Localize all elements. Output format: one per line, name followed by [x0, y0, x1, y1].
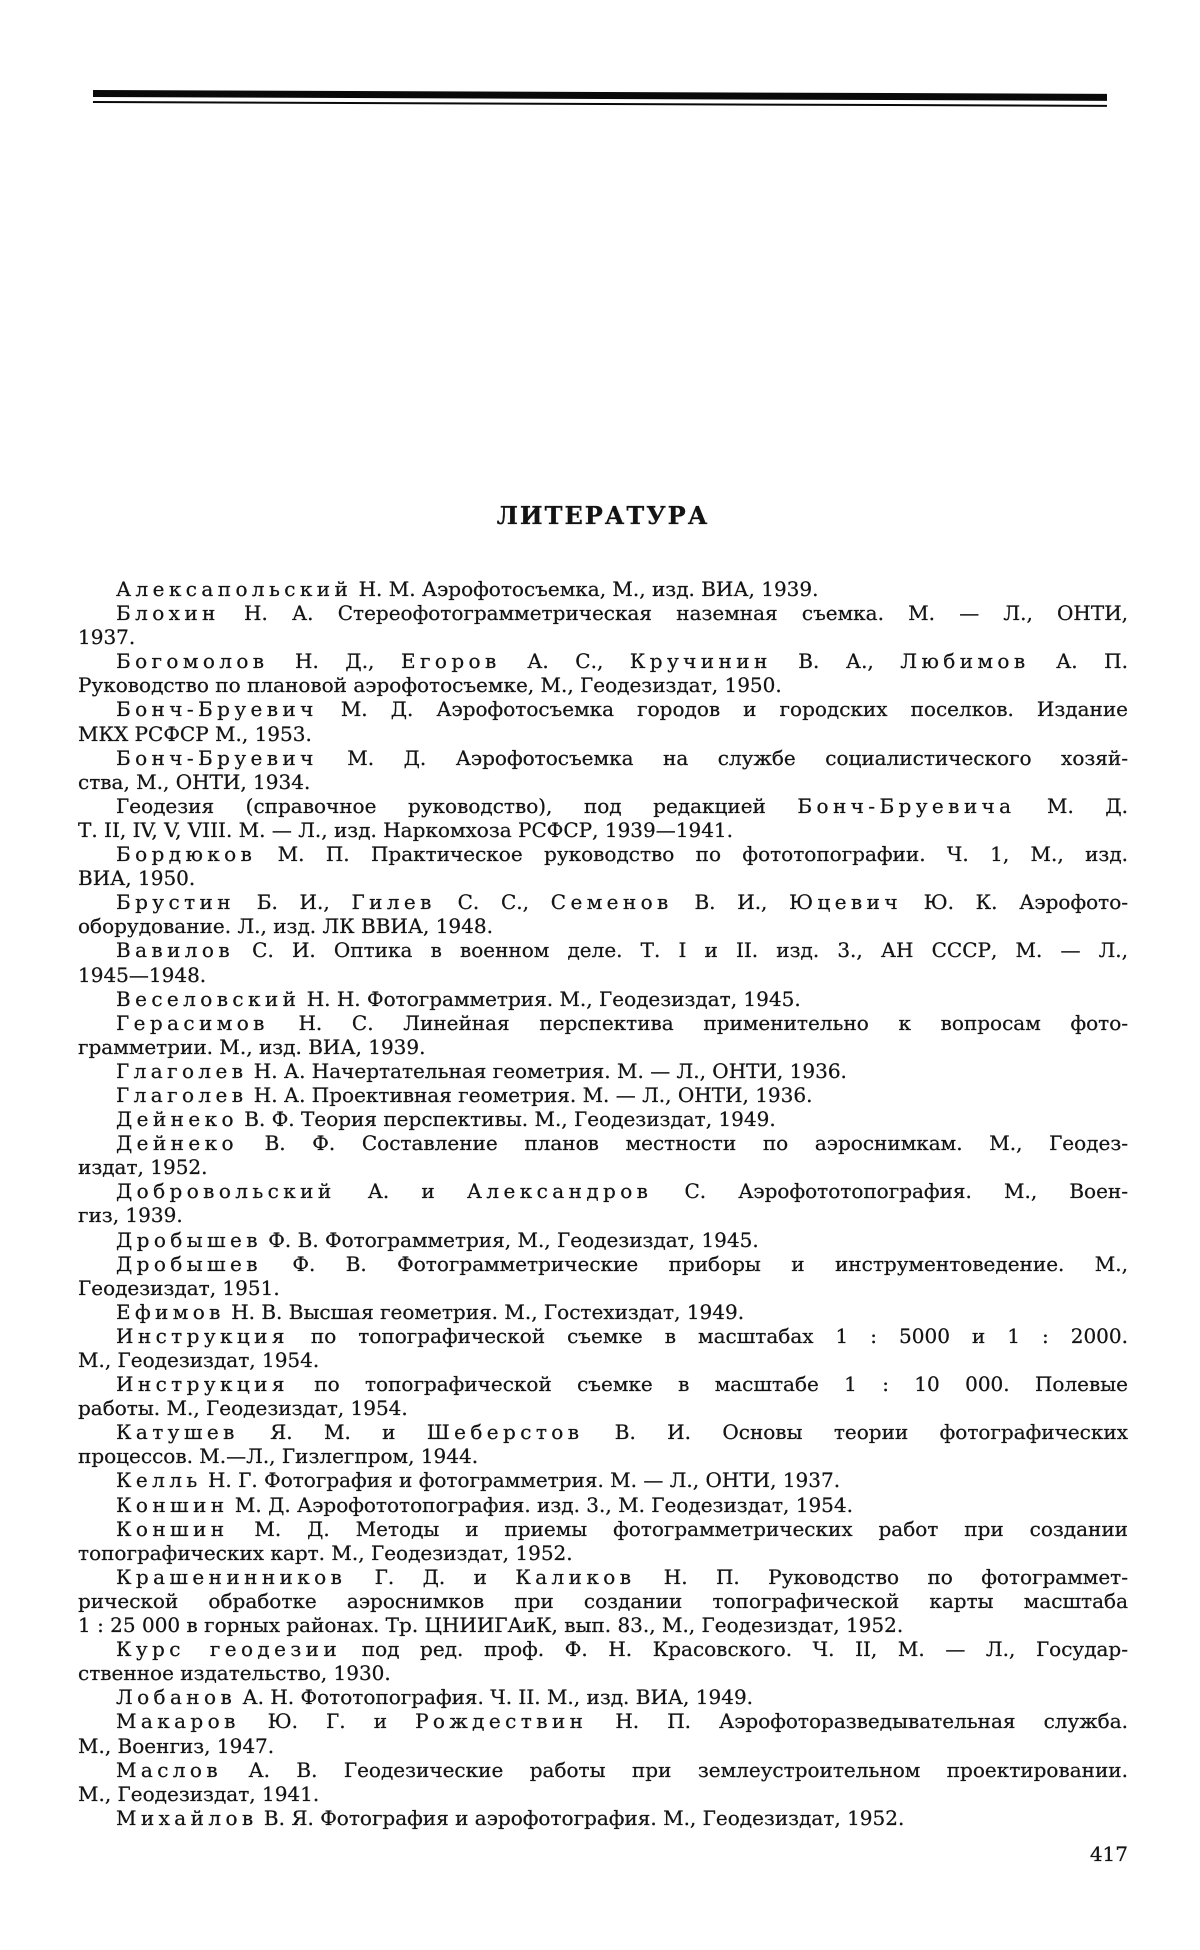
bibliography-line	[78, 866, 1128, 890]
bibliography-line	[78, 649, 1128, 673]
bibliography-entry	[78, 1468, 1128, 1492]
bibliography-entry	[78, 577, 1128, 601]
bibliography-line	[78, 1324, 1128, 1348]
author-name-spaced: Михайлов	[116, 1805, 258, 1830]
entry-text: С. С.,	[435, 890, 551, 915]
page-number: 417	[1089, 1842, 1128, 1866]
author-name-spaced: Глаголев	[116, 1082, 248, 1107]
entry-text: Ф. В. Фотограмметрия, М., Геодезиздат, 1945.	[261, 1227, 759, 1252]
entry-text: Н. Г. Фотография и фотограмметрия. М. — Л., ОНТИ, 1937.	[201, 1468, 841, 1493]
entry-text: В. Ф. Составление планов местности по аэроснимкам. М., Геодез-	[237, 1131, 1128, 1156]
bibliography-entry	[78, 794, 1128, 842]
bibliography-entry	[78, 1107, 1128, 1131]
bibliography-line	[78, 1661, 1128, 1685]
entry-text: Н. С. Линейная перспектива применительно к вопросам фото-	[268, 1010, 1128, 1035]
author-name-spaced: Дробышев	[116, 1251, 262, 1276]
bibliography-line	[78, 1734, 1128, 1758]
entry-text: Геодезиздат, 1951.	[78, 1275, 280, 1300]
author-name-spaced: Шеберстов	[426, 1420, 584, 1445]
bibliography-line	[78, 1685, 1128, 1709]
entry-text: ВИА, 1950.	[78, 866, 196, 891]
entry-text: процессов. М.—Л., Гизлегпром, 1944.	[78, 1444, 479, 1469]
entry-text: А. В. Геодезические работы при землеустроительном проектировании.	[222, 1757, 1128, 1782]
entry-text: А. и	[335, 1179, 467, 1204]
author-name-spaced: Семенов	[550, 890, 673, 915]
bibliography-entry	[78, 1493, 1128, 1517]
entry-text: по топографической съемке в масштабе 1 : 10 000. Полевые	[288, 1372, 1128, 1397]
author-name-spaced: Дейнеко	[116, 1107, 238, 1132]
bibliography-line	[78, 625, 1128, 649]
bibliography-line	[78, 938, 1128, 962]
author-name-spaced: Макаров	[116, 1709, 240, 1734]
author-name-spaced: Маслов	[116, 1757, 223, 1782]
author-name-spaced: Герасимов	[116, 1010, 269, 1035]
bibliography-line	[78, 1517, 1128, 1541]
entry-text: А. С.,	[500, 649, 630, 674]
entry-text: М. Д. Аэрофототопография. изд. 3., М. Геодезиздат, 1954.	[228, 1492, 853, 1517]
entry-text: Н. П. Руководство по фотограммет-	[635, 1564, 1128, 1589]
author-name-spaced: Крашенинников	[116, 1564, 347, 1589]
bibliography-line	[78, 601, 1128, 625]
author-name-spaced: Любимов	[900, 649, 1030, 674]
bibliography-entry	[78, 987, 1128, 1011]
entry-text: Н. А. Начертательная геометрия. М. — Л., ОНТИ, 1936.	[247, 1058, 847, 1083]
bibliography-line	[78, 1059, 1128, 1083]
entry-text: топографических карт. М., Геодезиздат, 1952.	[78, 1540, 573, 1565]
page-title: ЛИТЕРАТУРА	[496, 501, 710, 530]
bibliography-entry	[78, 1131, 1128, 1179]
bibliography-line	[78, 1782, 1128, 1806]
bibliography-line	[78, 963, 1128, 987]
author-name-spaced: Егоров	[401, 649, 501, 674]
bibliography-entry	[78, 1420, 1128, 1468]
bibliography-list	[78, 577, 1128, 1830]
entry-text: М. Д.	[1015, 793, 1128, 818]
author-name-spaced: Дробышев	[116, 1227, 262, 1252]
entry-text: М. П. Практическое руководство по фототопографии. Ч. 1, М., изд.	[256, 842, 1128, 867]
entry-text: Я. М. и	[238, 1420, 427, 1445]
author-name-spaced: Алексапольский	[116, 577, 353, 601]
bibliography-line	[78, 1589, 1128, 1613]
author-name-spaced: Гилев	[351, 890, 436, 915]
entry-text: издат, 1952.	[78, 1155, 208, 1180]
entry-text: Н. П. Аэрофоторазведывательная служба.	[587, 1709, 1128, 1734]
bibliography-line	[78, 1420, 1128, 1444]
author-name-spaced: Каликов	[515, 1564, 636, 1589]
bibliography-entry	[78, 1637, 1128, 1685]
bibliography-line	[78, 1228, 1128, 1252]
entry-text: ственное издательство, 1930.	[78, 1661, 391, 1686]
author-name-spaced: Катушев	[116, 1420, 239, 1445]
bibliography-line	[78, 770, 1128, 794]
bibliography-entry	[78, 746, 1128, 794]
entry-text: 1945—1948.	[78, 962, 207, 987]
entry-text: 1 : 25 000 в горных районах. Тр. ЦНИИГАиК, вып. 83., М., Геодезиздат, 1952.	[78, 1613, 904, 1638]
entry-text: М. Д. Аэрофотосъемка на службе социалистического хозяй-	[317, 745, 1128, 770]
bibliography-line	[78, 1083, 1128, 1107]
author-name-spaced: Богомолов	[116, 649, 269, 674]
bibliography-line	[78, 1396, 1128, 1420]
bibliography-entry	[78, 842, 1128, 890]
bibliography-entry	[78, 1252, 1128, 1300]
bibliography-line	[78, 673, 1128, 697]
bibliography-line	[78, 794, 1128, 818]
author-name-spaced: Глаголев	[116, 1058, 248, 1083]
author-name-spaced: Келль	[116, 1468, 202, 1493]
bibliography-line	[78, 1372, 1128, 1396]
bibliography-entry	[78, 1179, 1128, 1227]
entry-text: Т. II, IV, V, VIII. М. — Л., изд. Наркомхоза РСФСР, 1939—1941.	[78, 817, 733, 842]
entry-text: М. Д. Методы и приемы фотограмметрических работ при создании	[228, 1516, 1128, 1541]
entry-text: В. Я. Фотография и аэрофотография. М., Геодезиздат, 1952.	[257, 1805, 905, 1830]
author-name-spaced: Ефимов	[116, 1299, 225, 1324]
bibliography-line	[78, 1300, 1128, 1324]
bibliography-entry	[78, 1372, 1128, 1420]
bibliography-entry	[78, 1228, 1128, 1252]
top-double-rule	[93, 90, 1107, 107]
author-name-spaced: Инструкция	[116, 1323, 289, 1348]
author-name-spaced: Блохин	[116, 601, 220, 626]
entry-text: Н. А. Стереофотограмметрическая наземная съемка. М. — Л., ОНТИ,	[219, 601, 1128, 626]
bibliography-line	[78, 1011, 1128, 1035]
entry-text: Г. Д. и	[346, 1564, 516, 1589]
author-name-spaced: Кручинин	[629, 649, 772, 674]
author-name-spaced: Веселовский	[116, 986, 301, 1011]
entry-text: В. Ф. Теория перспективы. М., Геодезиздат, 1949.	[237, 1107, 776, 1132]
entry-text: работы. М., Геодезиздат, 1954.	[78, 1396, 408, 1421]
entry-text: 1937.	[78, 625, 136, 650]
bibliography-line	[78, 1565, 1128, 1589]
bibliography-entry	[78, 601, 1128, 649]
bibliography-entry	[78, 1685, 1128, 1709]
entry-text: Ф. В. Фотограмметрические приборы и инструментоведение. М.,	[261, 1251, 1128, 1276]
entry-text: Н. В. Высшая геометрия. М., Гостехиздат, 1949.	[224, 1299, 745, 1324]
entry-text: по топографической съемке в масштабах 1 : 5000 и 1 : 2000.	[288, 1323, 1128, 1348]
bibliography-line	[78, 1203, 1128, 1227]
bibliography-entry	[78, 1806, 1128, 1830]
bibliography-line	[78, 1709, 1128, 1733]
author-name-spaced: Брустин	[116, 890, 235, 915]
author-name-spaced: Дейнеко	[116, 1131, 238, 1156]
entry-text: Н. А. Проективная геометрия. М. — Л., ОНТИ, 1936.	[247, 1082, 813, 1107]
bibliography-line	[78, 577, 1128, 601]
entry-text: С. И. Оптика в военном деле. Т. I и II. изд. 3., АН СССР, М. — Л.,	[234, 938, 1128, 963]
author-name-spaced: Рождествин	[415, 1709, 588, 1734]
bibliography-entry	[78, 1565, 1128, 1637]
entry-text: оборудование. Л., изд. ЛК ВВИА, 1948.	[78, 914, 493, 939]
bibliography-line	[78, 914, 1128, 938]
bibliography-line	[78, 890, 1128, 914]
bibliography-line	[78, 1107, 1128, 1131]
entry-text: рической обработке аэроснимков при создании топографической карты масштаба	[78, 1588, 1128, 1613]
bibliography-line	[78, 1444, 1128, 1468]
author-name-spaced: Юцевич	[789, 890, 902, 915]
entry-text: А. Н. Фототопография. Ч. II. М., изд. ВИА, 1949.	[236, 1685, 754, 1710]
entry-text: Н. М. Аэрофотосъемка, М., изд. ВИА, 1939.	[352, 577, 819, 601]
bibliography-line	[78, 1035, 1128, 1059]
bibliography-line	[78, 1613, 1128, 1637]
entry-text: грамметрии. М., изд. ВИА, 1939.	[78, 1034, 426, 1059]
bibliography-line	[78, 842, 1128, 866]
bibliography-entry	[78, 1758, 1128, 1806]
author-name-spaced: Курс геодезии	[116, 1637, 342, 1662]
entry-text: Ю. Г. и	[239, 1709, 416, 1734]
entry-text: МКХ РСФСР М., 1953.	[78, 721, 312, 746]
bibliography-entry	[78, 1709, 1128, 1757]
author-name-spaced: Коншин	[116, 1492, 229, 1517]
entry-text: гиз, 1939.	[78, 1203, 183, 1228]
entry-text: М., Геодезиздат, 1941.	[78, 1781, 320, 1806]
bibliography-entry	[78, 1083, 1128, 1107]
author-name-spaced: Бонч-Бруевича	[797, 793, 1016, 818]
entry-text: В. И.,	[672, 890, 790, 915]
entry-text: В. И. Основы теории фотографических	[583, 1420, 1128, 1445]
bibliography-line	[78, 818, 1128, 842]
bibliography-entry	[78, 1300, 1128, 1324]
bibliography-entry	[78, 697, 1128, 745]
entry-text: Б. И.,	[235, 890, 352, 915]
bibliography-entry	[78, 890, 1128, 938]
bibliography-line	[78, 1252, 1128, 1276]
bibliography-line	[78, 746, 1128, 770]
bibliography-entry	[78, 1324, 1128, 1372]
author-name-spaced: Александров	[466, 1179, 653, 1204]
entry-text: В. А.,	[771, 649, 901, 674]
bibliography-line	[78, 1155, 1128, 1179]
entry-text: С. Аэрофототопография. М., Воен-	[652, 1179, 1129, 1204]
entry-text: Геодезия (справочное руководство), под редакцией	[116, 793, 798, 818]
author-name-spaced: Бонч-Бруевич	[116, 697, 318, 722]
entry-text: Н. Д.,	[268, 649, 401, 674]
author-name-spaced: Инструкция	[116, 1372, 289, 1397]
entry-text: М., Военгиз, 1947.	[78, 1733, 275, 1758]
entry-text: Ю. К. Аэрофото-	[901, 890, 1128, 915]
bibliography-line	[78, 1758, 1128, 1782]
bibliography-line	[78, 1541, 1128, 1565]
bibliography-line	[78, 1468, 1128, 1492]
author-name-spaced: Лобанов	[116, 1685, 237, 1710]
bibliography-line	[78, 1806, 1128, 1830]
bibliography-line	[78, 1493, 1128, 1517]
bibliography-entry	[78, 1059, 1128, 1083]
bibliography-entry	[78, 1517, 1128, 1565]
bibliography-entry	[78, 938, 1128, 986]
bibliography-entry	[78, 1011, 1128, 1059]
bibliography-line	[78, 1179, 1128, 1203]
entry-text: под ред. проф. Ф. Н. Красовского. Ч. II, М. — Л., Государ-	[341, 1637, 1128, 1662]
entry-text: Н. Н. Фотограмметрия. М., Геодезиздат, 1945.	[300, 986, 801, 1011]
author-name-spaced: Добровольский	[116, 1179, 336, 1204]
entry-text: Руководство по плановой аэрофотосъемке, М., Геодезиздат, 1950.	[78, 673, 782, 698]
entry-text: М. Д. Аэрофотосъемка городов и городских поселков. Издание	[317, 697, 1128, 722]
author-name-spaced: Бордюков	[116, 842, 257, 867]
entry-text: М., Геодезиздат, 1954.	[78, 1348, 320, 1372]
author-name-spaced: Бонч-Бруевич	[116, 745, 318, 770]
bibliography-line	[78, 722, 1128, 746]
author-name-spaced: Коншин	[116, 1516, 229, 1541]
bibliography-entry	[78, 649, 1128, 697]
entry-text: А. П.	[1029, 649, 1128, 674]
bibliography-line	[78, 1637, 1128, 1661]
bibliography-line	[78, 1131, 1128, 1155]
bibliography-line	[78, 1276, 1128, 1300]
bibliography-line	[78, 987, 1128, 1011]
entry-text: ства, М., ОНТИ, 1934.	[78, 769, 311, 794]
author-name-spaced: Вавилов	[116, 938, 235, 963]
bibliography-line	[78, 697, 1128, 721]
bibliography-line	[78, 1348, 1128, 1372]
